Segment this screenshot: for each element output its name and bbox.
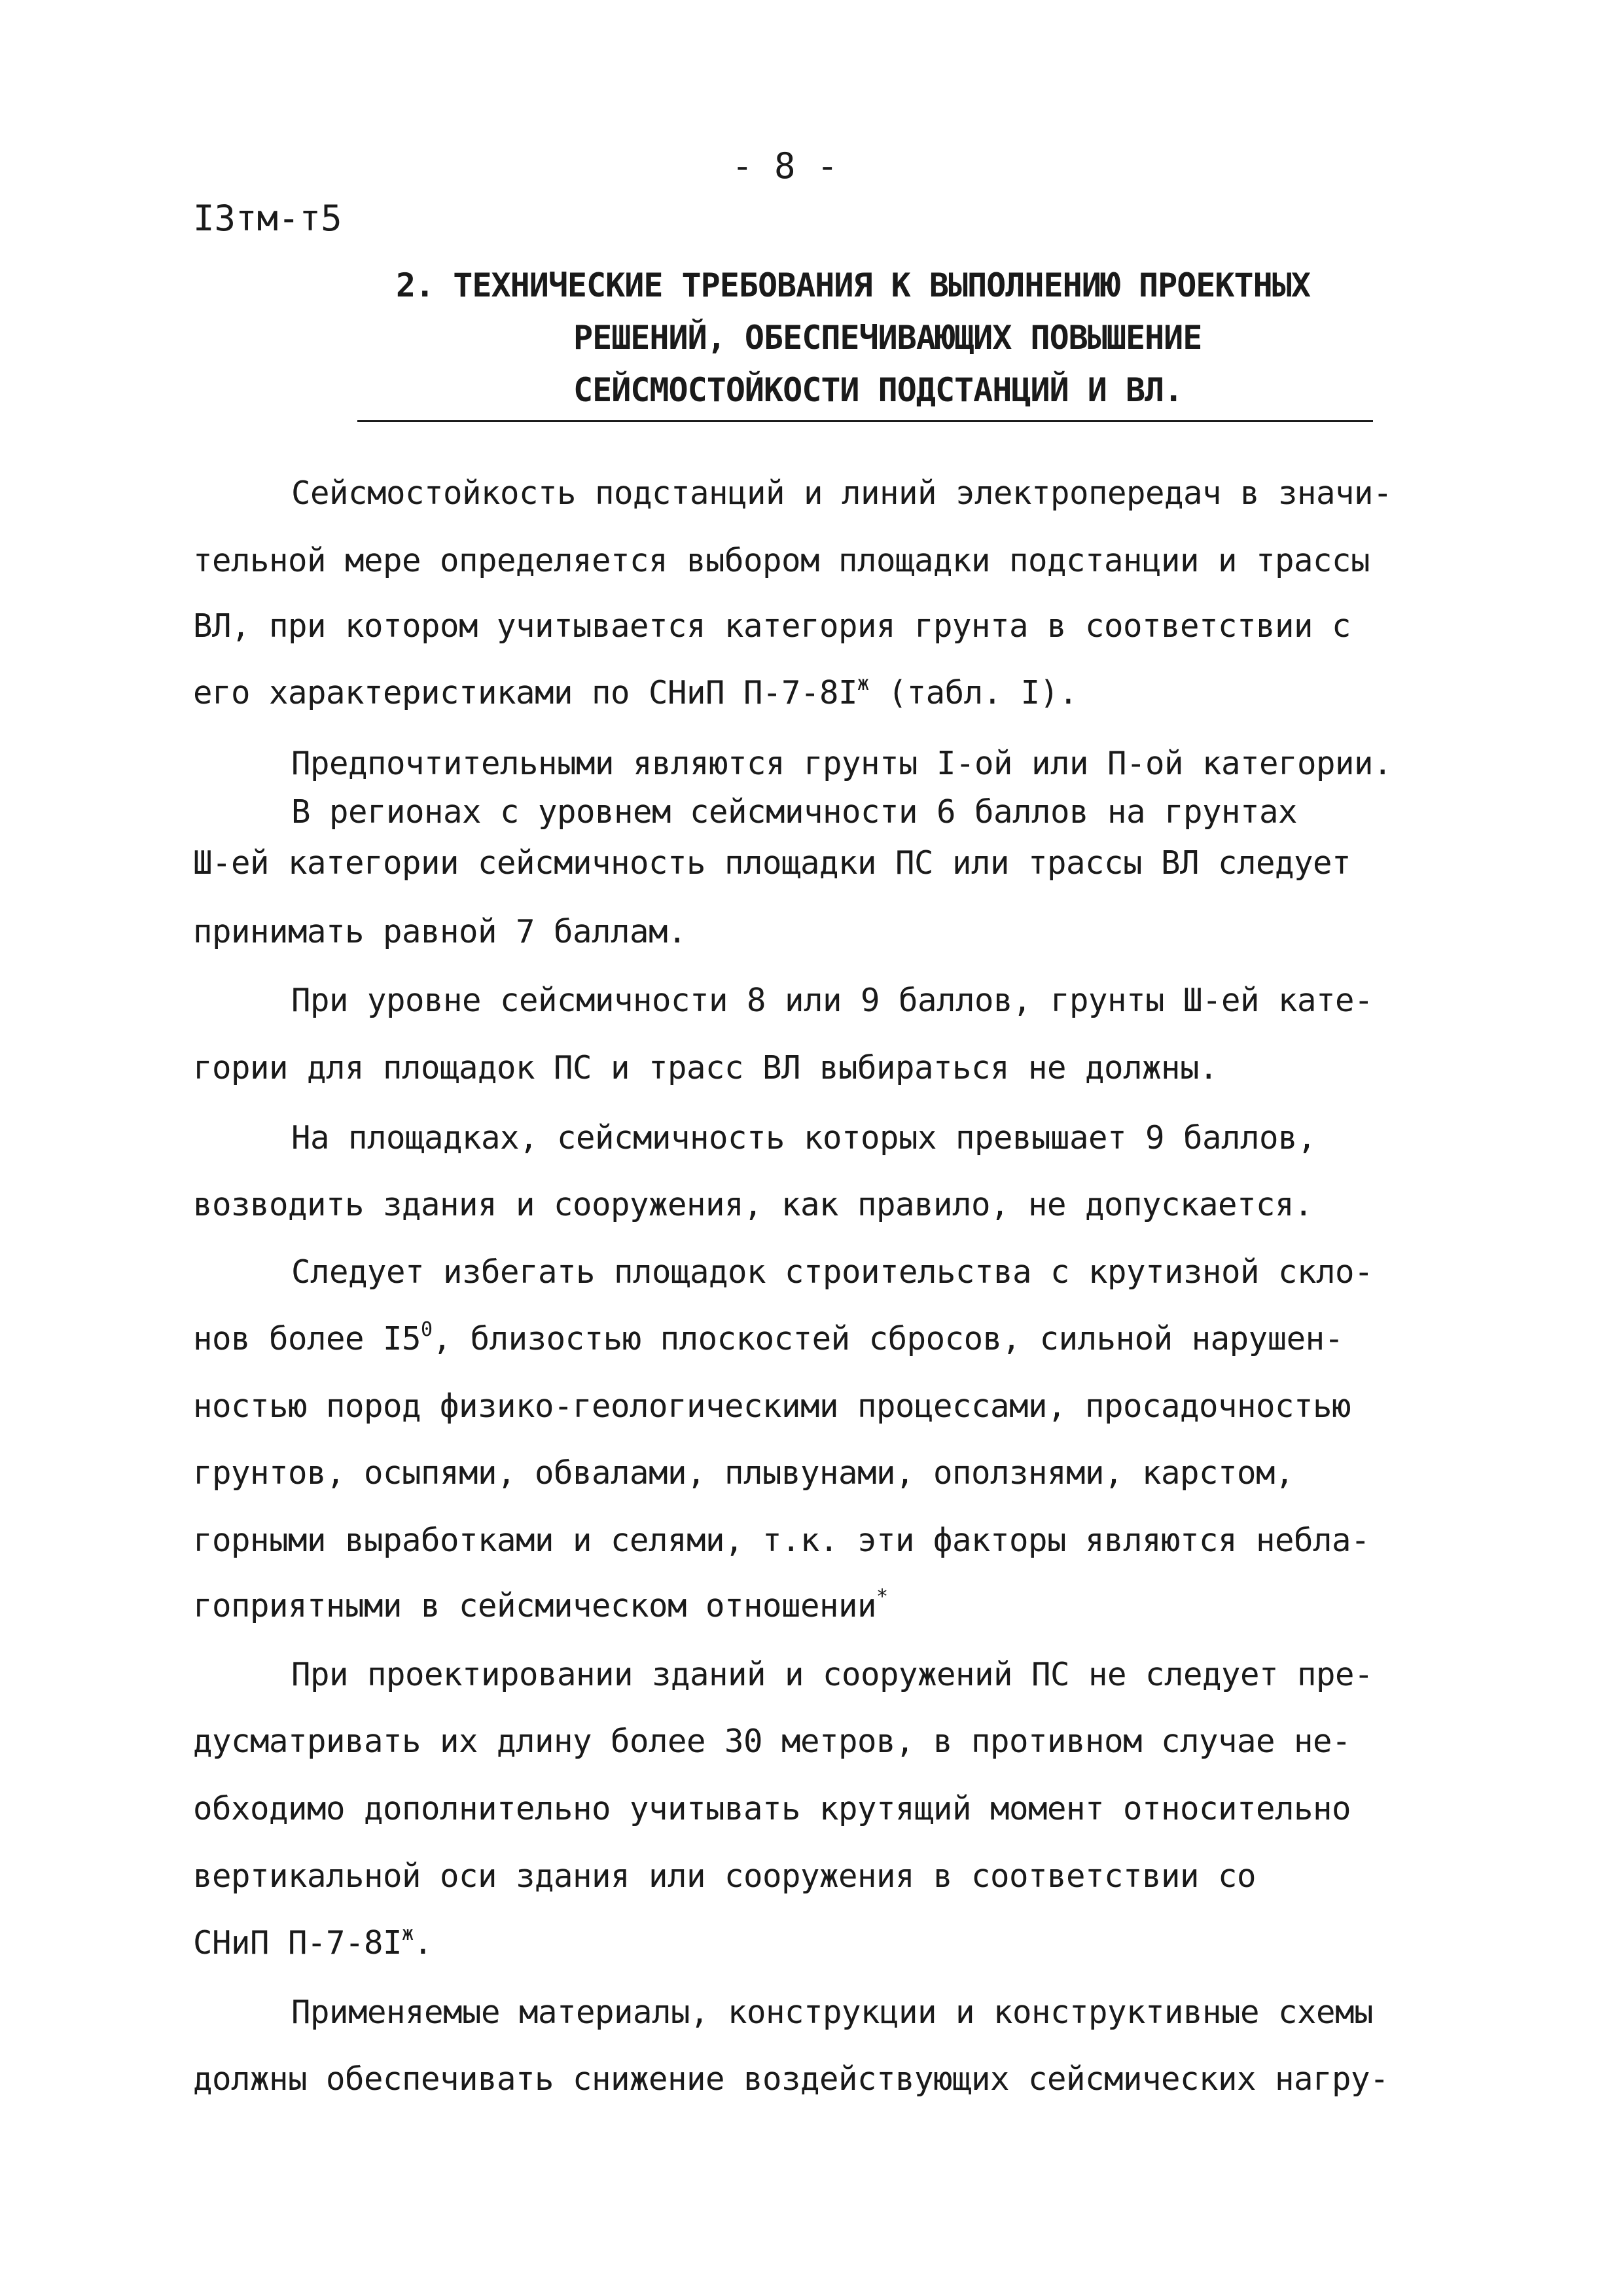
- body-line: Применяемые материалы, конструкции и конструктивные схемы: [291, 1994, 1374, 2031]
- footnote-mark: *: [876, 1585, 888, 1608]
- body-line: ностью пород физико-геологическими процессами, просадочностью: [193, 1388, 1351, 1425]
- body-line: вертикальной оси здания или сооружения в соответствии со: [193, 1857, 1257, 1895]
- body-line: дусматривать их длину более 30 метров, в противном случае не-: [193, 1723, 1351, 1760]
- body-line: гоприятными в сейсмическом отношении*: [193, 1585, 888, 1624]
- body-line: На площадках, сейсмичность которых превышает 9 баллов,: [291, 1119, 1317, 1157]
- section-heading-line-1: 2. ТЕХНИЧЕСКИЕ ТРЕБОВАНИЯ К ВЫПОЛНЕНИЮ ПРОЕКТНЫХ: [396, 266, 1310, 304]
- body-line: Предпочтительными являются грунты I-ой или П-ой категории.: [291, 745, 1393, 782]
- body-line: ВЛ, при котором учитывается категория грунта в соответствии с: [193, 607, 1351, 645]
- body-line: Ш-ей категории сейсмичность площадки ПС или трассы ВЛ следует: [193, 844, 1351, 882]
- document-id: I3тм-т5: [193, 198, 342, 239]
- body-line: СНиП $П-7-8I^ж$.: [193, 1922, 433, 1962]
- body-line: горными выработками и селями, т.к. эти факторы являются небла-: [193, 1522, 1370, 1559]
- heading-underline: [357, 420, 1373, 422]
- degree-mark: 0: [421, 1318, 433, 1341]
- body-line: В регионах с уровнем сейсмичности 6 баллов на грунтах: [291, 793, 1298, 831]
- body-line: нов более $I5^0$, близостью плоскостей сбросов, сильной нарушен-: [193, 1318, 1344, 1357]
- footnote-mark: ж: [402, 1922, 414, 1945]
- body-line: тельной мере определяется выбором площадки подстанции и трассы: [193, 542, 1370, 579]
- body-line: его характеристиками по СНиП $П-7-8I^ж$ (табл. I).: [193, 672, 1078, 711]
- footnote-mark: ж: [857, 672, 869, 695]
- body-line: обходимо дополнительно учитывать крутящий момент относительно: [193, 1790, 1351, 1827]
- page-number: - 8 -: [732, 145, 838, 187]
- body-line: гории для площадок ПС и трасс ВЛ выбираться не должны.: [193, 1049, 1219, 1086]
- body-line: должны обеспечивать снижение воздействующих сейсмических нагру-: [193, 2060, 1389, 2098]
- section-heading-line-2: РЕШЕНИЙ, ОБЕСПЕЧИВАЮЩИХ ПОВЫШЕНИЕ: [573, 319, 1202, 357]
- body-line: возводить здания и сооружения, как правило, не допускается.: [193, 1186, 1313, 1223]
- body-line: грунтов, осыпями, обвалами, плывунами, оползнями, карстом,: [193, 1454, 1294, 1492]
- body-line: При проектировании зданий и сооружений ПС не следует пре-: [291, 1656, 1374, 1693]
- body-line: принимать равной 7 баллам.: [193, 913, 687, 950]
- body-line: Сейсмостойкость подстанций и линий электропередач в значи-: [291, 475, 1393, 512]
- body-line: Следует избегать площадок строительства с крутизной скло-: [291, 1253, 1374, 1291]
- section-heading-line-3: СЕЙСМОСТОЙКОСТИ ПОДСТАНЦИЙ И ВЛ.: [573, 371, 1183, 409]
- body-line: При уровне сейсмичности 8 или 9 баллов, грунты Ш-ей кате-: [291, 982, 1374, 1019]
